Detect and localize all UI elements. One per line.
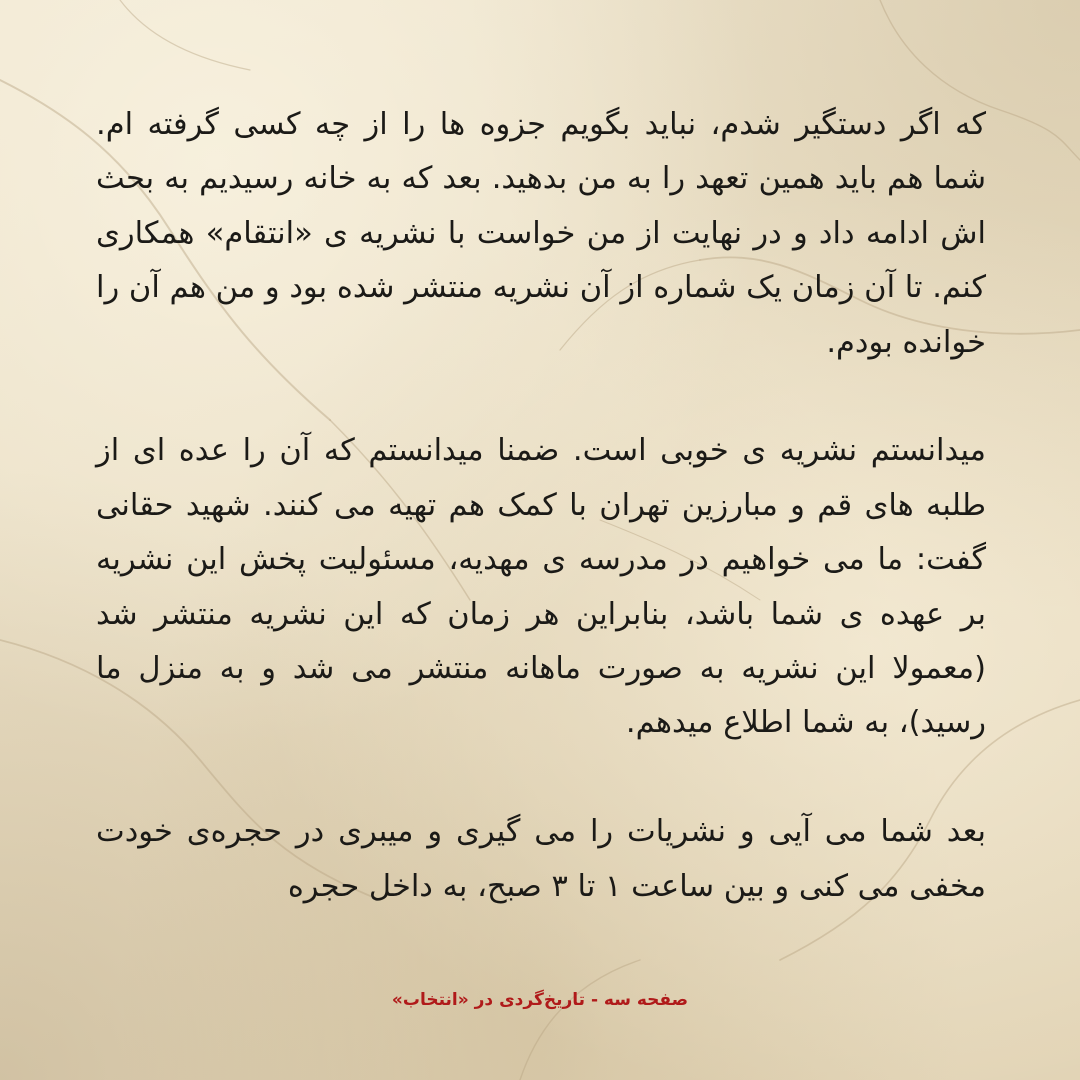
page-footer: صفحه سه - تاریخ‌گردی در «انتخاب»	[391, 990, 689, 1010]
paragraph-1: که اگر دستگیر شدم، نباید بگویم جزوه ها را از چه کسی گرفته ام. شما هم باید همین تعهد را به من بدهید. بعد که به خانه رسیدیم به بحث اش ادامه داد و در نهایت از من خواست با نشریه ی «انتقام» همکاری کنم. تا آن زمان یک شماره از آن نشریه منتشر شده بود و من هم آن را خوانده بودم.	[96, 107, 986, 360]
paragraph-3: بعد شما می آیی و نشریات را می گیری و میبری در حجره‌ی خودت مخفی می کنی و بین ساعت ۱ تا ۳ صبح، به داخل حجره	[96, 814, 986, 904]
paragraph-2: میدانستم نشریه ی خوبی است. ضمنا میدانستم که آن را عده ای از طلبه های قم و مبارزین تهران با کمک هم تهیه می کنند. شهید حقانی گفت: ما می خواهیم در مدرسه ی مهدیه، مسئولیت پخش این نشریه بر عهده ی شما باشد، بنابراین هر زمان که این نشریه منتشر شد (معمولا این نشریه به صورت ماهانه منتشر می شد و به منزل ما رسید)، به شما اطلاع میدهم.	[96, 433, 986, 741]
body-text	[96, 98, 986, 914]
